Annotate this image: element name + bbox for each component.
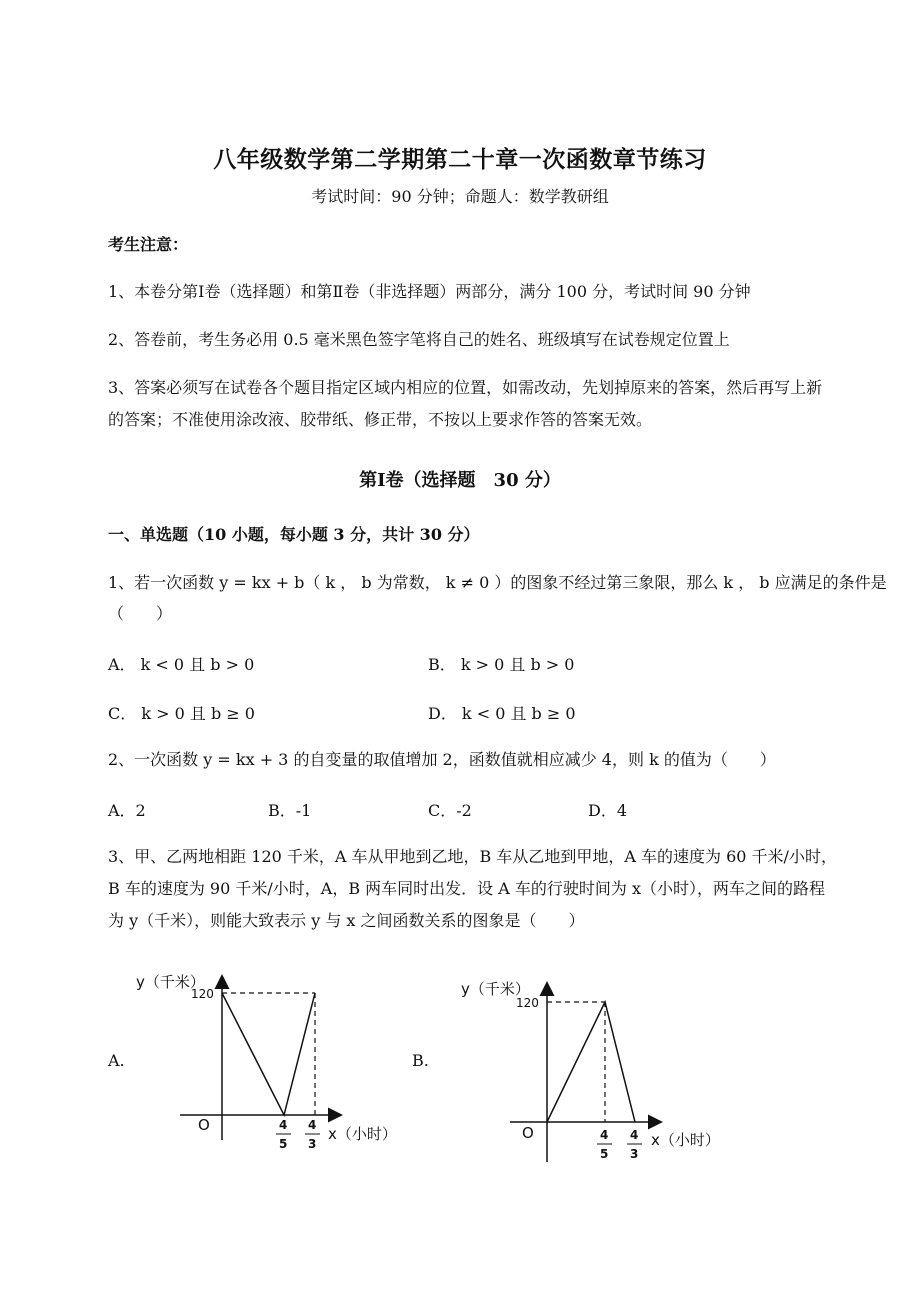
x-tick1-num: 4 — [279, 1118, 288, 1132]
graph-a-line — [222, 993, 315, 1115]
x-axis-label: x（小时） — [651, 1131, 720, 1149]
notice-item-3: 3、答案必须写在试卷各个题目指定区域内相应的位置，如需改动，先划掉原来的答案，然后再写上新 — [108, 378, 823, 397]
notice-heading: 考生注意： — [108, 235, 189, 254]
q3-stem-cont-2: 为 y（千米），则能大致表示 y 与 x 之间函数关系的图象是（ ） — [108, 911, 585, 930]
x-tick2-den: 3 — [630, 1147, 639, 1161]
q1-option-c: C． k > 0 且 b ≥ 0 — [108, 704, 255, 723]
q2-option-a: A．2 — [108, 801, 146, 820]
q3-stem: 3、甲、乙两地相距 120 千米，A 车从甲地到乙地，B 车从乙地到甲地，A 车的速度为 60 千米/小时， — [108, 847, 837, 866]
x-tick2-num: 4 — [308, 1118, 317, 1132]
notice-item-1: 1、本卷分第Ⅰ卷（选择题）和第Ⅱ卷（非选择题）两部分，满分 100 分，考试时间 90 分钟 — [108, 282, 751, 301]
q1-option-b: B． k > 0 且 b > 0 — [428, 655, 575, 674]
x-tick1-num: 4 — [600, 1128, 609, 1142]
y-tick-120: 120 — [516, 996, 539, 1010]
x-axis-label: x（小时） — [328, 1125, 397, 1143]
y-axis-label: y（千米） — [461, 980, 530, 998]
graph-b-line — [547, 1002, 635, 1122]
q2-stem: 2、一次函数 y = kx + 3 的自变量的取值增加 2，函数值就相应减少 4，则 k 的值为（ ） — [108, 750, 776, 769]
q3-stem-cont-1: B 车的速度为 90 千米/小时，A，B 两车同时出发．设 A 车的行驶时间为 x（小时），两车之间的路程 — [108, 879, 826, 898]
q2-option-c: C．-2 — [428, 801, 472, 820]
exam-info: 考试时间：90 分钟；命题人：数学教研组 — [311, 187, 609, 206]
y-axis-label: y（千米） — [136, 973, 205, 991]
q1-option-a: A． k < 0 且 b > 0 — [108, 655, 255, 674]
x-tick2-num: 4 — [630, 1128, 639, 1142]
x-tick1-den: 5 — [279, 1137, 288, 1151]
part-heading: 一、单选题（10 小题，每小题 3 分，共计 30 分） — [108, 525, 480, 544]
origin-label: O — [198, 1116, 210, 1134]
notice-item-3-cont: 的答案；不准使用涂改液、胶带纸、修正带，不按以上要求作答的答案无效。 — [108, 410, 653, 429]
q1-stem: 1、若一次函数 y = kx + b（ k ， b 为常数， k ≠ 0 ）的图象不经过第三象限，那么 k ， b 应满足的条件是 — [108, 573, 887, 592]
x-tick1-den: 5 — [600, 1147, 609, 1161]
q3-graph-a — [130, 965, 420, 1165]
q3-graph-b — [455, 972, 745, 1172]
q2-option-b: B．-1 — [268, 801, 312, 820]
q1-option-d: D． k < 0 且 b ≥ 0 — [428, 704, 576, 723]
q3-option-b: B. — [412, 1051, 429, 1070]
page-title: 八年级数学第二学期第二十章一次函数章节练习 — [213, 146, 707, 173]
y-tick-120: 120 — [191, 987, 214, 1001]
q3-option-a: A. — [108, 1051, 125, 1070]
x-tick2-den: 3 — [308, 1137, 317, 1151]
q2-option-d: D．4 — [588, 801, 628, 820]
section-title: 第Ⅰ卷（选择题 30 分） — [359, 470, 561, 491]
notice-item-2: 2、答卷前，考生务必用 0.5 毫米黑色签字笔将自己的姓名、班级填写在试卷规定位置上 — [108, 330, 730, 349]
origin-label: O — [522, 1124, 534, 1142]
q1-stem-cont: （ ） — [108, 604, 173, 623]
